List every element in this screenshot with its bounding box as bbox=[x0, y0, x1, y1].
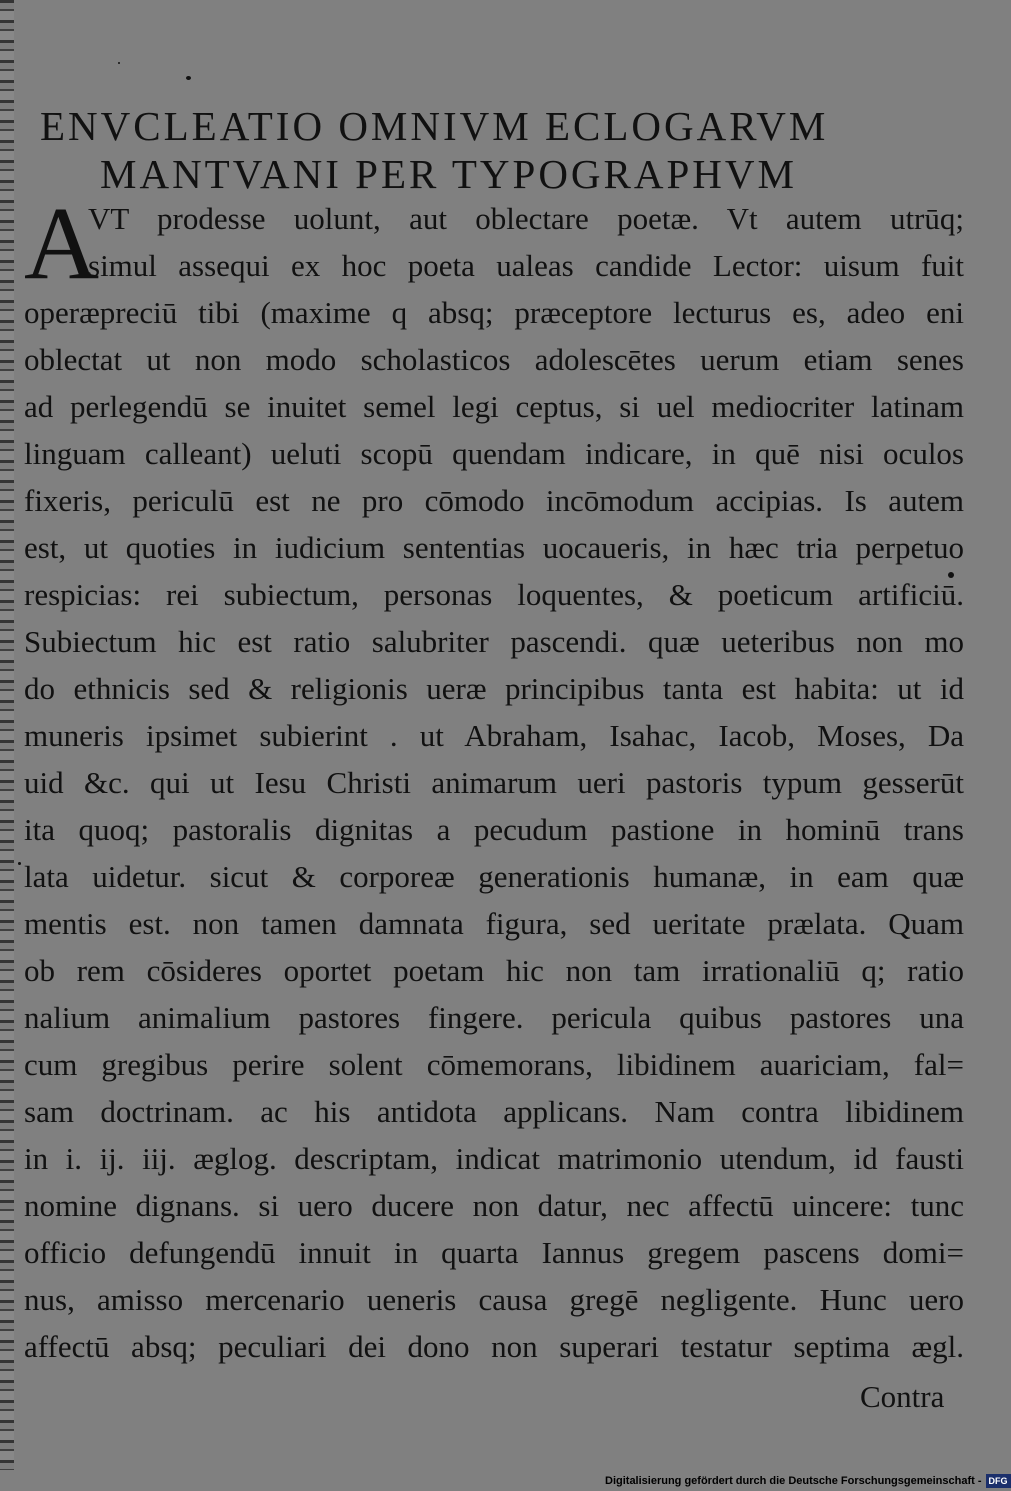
text-line: linguam calleant) ueluti scopū quendam indicare, in quē nisi oculos bbox=[24, 436, 964, 471]
text-line: oblectat ut non modo scholasticos adolescētes uerum etiam senes bbox=[24, 342, 964, 377]
ink-speck bbox=[118, 62, 120, 64]
ink-speck bbox=[18, 862, 21, 865]
text-line: sam doctrinam. ac his antidota applicans. Nam contra libidinem bbox=[24, 1094, 964, 1129]
ink-speck bbox=[186, 76, 191, 80]
text-line: simul assequi ex hoc poeta ualeas candide Lector: uisum fuit bbox=[88, 248, 964, 283]
drop-cap: A bbox=[24, 186, 100, 301]
catchword: Contra bbox=[860, 1379, 945, 1414]
text-line: Subiectum hic est ratio salubriter pascendi. quæ ueteribus non mo bbox=[24, 624, 964, 659]
digitization-credit bbox=[605, 1473, 1011, 1489]
text-line: do ethnicis sed & religionis ueræ principibus tanta est habita: ut id bbox=[24, 671, 964, 706]
text-line: mentis est. non tamen damnata figura, sed ueritate prælata. Quam bbox=[24, 906, 964, 941]
text-line: respicias: rei subiectum, personas loquentes, & poeticum artificiū. bbox=[24, 577, 964, 612]
text-line: nomine dignans. si uero ducere non datur, nec affectū uincere: tunc bbox=[24, 1188, 964, 1223]
dfg-logo-icon: DFG bbox=[986, 1474, 1011, 1488]
text-line: ita quoq; pastoralis dignitas a pecudum pastione in hominū trans bbox=[24, 812, 964, 847]
credit-text: Digitalisierung gefördert durch die Deutsche Forschungsgemeinschaft - bbox=[605, 1475, 982, 1487]
text-line: nalium animalium pastores fingere. pericula quibus pastores una bbox=[24, 1000, 964, 1035]
text-line: VT prodesse uolunt, aut oblectare poetæ. Vt autem utrūq; bbox=[88, 201, 964, 236]
text-line: operæpreciū tibi (maxime q absq; præceptore lecturus es, adeo eni bbox=[24, 295, 964, 330]
heading-line-2: MANTVANI PER TYPOGRAPHVM bbox=[100, 151, 797, 197]
text-line: in i. ij. iij. æglog. descriptam, indicat matrimonio utendum, id fausti bbox=[24, 1141, 964, 1176]
page-edge-binding bbox=[0, 0, 14, 1470]
text-line: affectū absq; peculiari dei dono non superari testatur septima ægl. bbox=[24, 1329, 964, 1364]
text-line: cum gregibus perire solent cōmemorans, libidinem auariciam, fal= bbox=[24, 1047, 964, 1082]
text-line: fixeris, periculū est ne pro cōmodo incōmodum accipias. Is autem bbox=[24, 483, 964, 518]
text-line: nus, amisso mercenario ueneris causa gregē negligente. Hunc uero bbox=[24, 1282, 964, 1317]
text-line: uid &c. qui ut Iesu Christi animarum ueri pastoris typum gesserūt bbox=[24, 765, 964, 800]
text-line: lata uidetur. sicut & corporeæ generationis humanæ, in eam quæ bbox=[24, 859, 964, 894]
heading-line-1: ENVCLEATIO OMNIVM ECLOGARVM bbox=[40, 103, 829, 149]
text-line: muneris ipsimet subierint . ut Abraham, Isahac, Iacob, Moses, Da bbox=[24, 718, 964, 753]
text-line: officio defungendū innuit in quarta Iannus gregem pascens domi= bbox=[24, 1235, 964, 1270]
text-line: est, ut quoties in iudicium sententias uocaueris, in hæc tria perpetuo bbox=[24, 530, 964, 565]
text-line: ad perlegendū se inuitet semel legi ceptus, si uel mediocriter latinam bbox=[24, 389, 964, 424]
text-line: ob rem cōsideres oportet poetam hic non tam irrationaliū q; ratio bbox=[24, 953, 964, 988]
